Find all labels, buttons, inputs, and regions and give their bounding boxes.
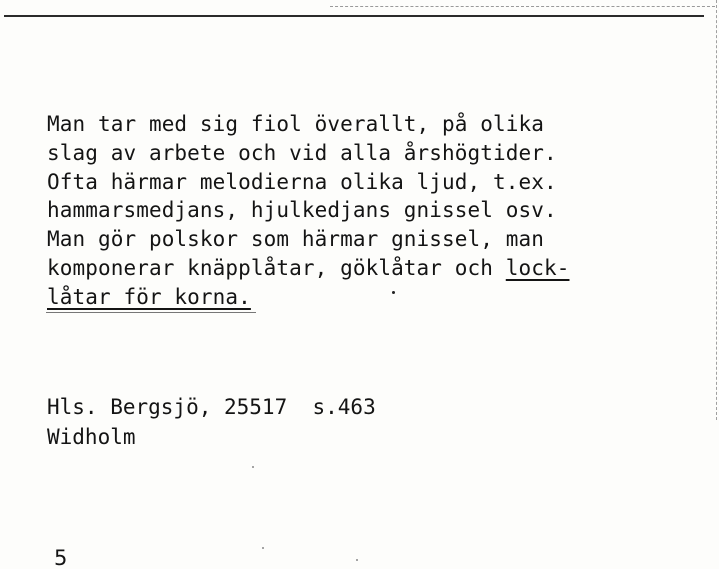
paper-speck	[356, 559, 358, 561]
text-line-5: Man gör polskor som härmar gnissel, man	[47, 227, 544, 252]
text-line-4: hammarsmedjans, hjulkedjans gnissel osv.	[47, 198, 557, 223]
card-body-text	[47, 110, 667, 312]
text-line-6-main: komponerar knäpplåtar, göklåtar och	[47, 255, 506, 280]
source-location: Hls. Bergsjö, 25517 s.463	[47, 395, 376, 419]
text-line-6	[47, 254, 667, 283]
text-line-1: Man tar med sig fiol överallt, på olika	[47, 112, 544, 136]
source-reference	[47, 392, 376, 452]
text-line-7: låtar för korna.	[47, 284, 251, 309]
source-name: Widholm	[47, 425, 136, 449]
paper-speck	[262, 547, 264, 549]
text-line-3: Ofta härmar melodierna olika ljud, t.ex.	[47, 169, 557, 194]
ink-dot	[392, 291, 395, 294]
top-faint-rule	[330, 6, 715, 7]
top-rule	[4, 15, 704, 17]
text-underline-rule	[46, 312, 256, 313]
text-line-6-underlined: lock-	[505, 255, 570, 280]
card-number: 5	[54, 546, 68, 570]
right-edge-line	[716, 0, 717, 420]
paper-speck	[252, 466, 254, 468]
text-line-2: slag av arbete och vid alla årshögtider.	[47, 140, 557, 165]
